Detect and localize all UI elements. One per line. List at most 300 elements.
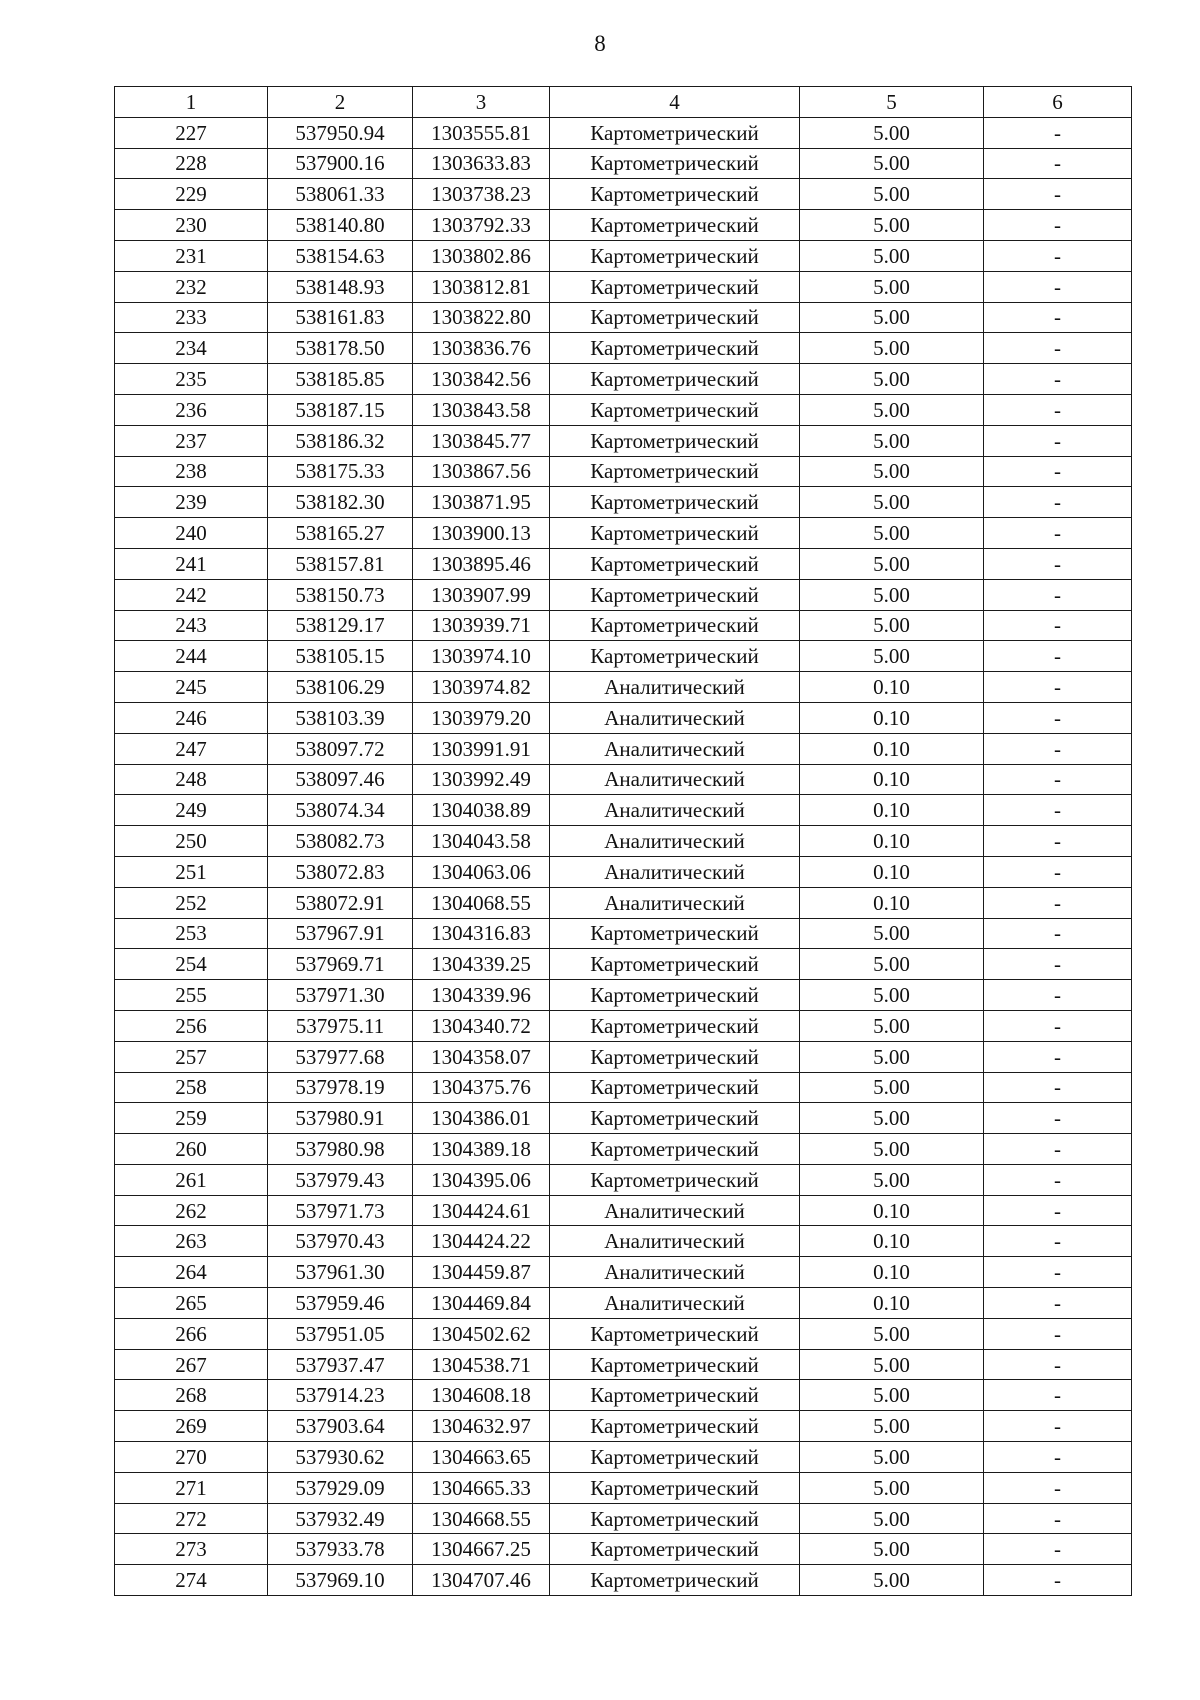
y-coordinate-cell: 1303895.46 bbox=[413, 548, 550, 579]
point-number-cell: 234 bbox=[115, 333, 268, 364]
method-cell: Аналитический bbox=[550, 856, 800, 887]
note-cell: - bbox=[984, 672, 1132, 703]
x-coordinate-cell: 538082.73 bbox=[268, 826, 413, 857]
note-cell: - bbox=[984, 733, 1132, 764]
method-cell: Картометрический bbox=[550, 610, 800, 641]
y-coordinate-cell: 1304424.22 bbox=[413, 1226, 550, 1257]
method-cell: Картометрический bbox=[550, 1072, 800, 1103]
method-cell: Картометрический bbox=[550, 1472, 800, 1503]
x-coordinate-cell: 537929.09 bbox=[268, 1472, 413, 1503]
table-row bbox=[115, 1472, 1132, 1503]
x-coordinate-cell: 538165.27 bbox=[268, 518, 413, 549]
table-row bbox=[115, 826, 1132, 857]
point-number-cell: 254 bbox=[115, 949, 268, 980]
note-cell: - bbox=[984, 1411, 1132, 1442]
accuracy-cell: 0.10 bbox=[800, 1226, 984, 1257]
table-row bbox=[115, 641, 1132, 672]
y-coordinate-cell: 1303871.95 bbox=[413, 487, 550, 518]
point-number-cell: 241 bbox=[115, 548, 268, 579]
column-header: 4 bbox=[550, 87, 800, 118]
y-coordinate-cell: 1303907.99 bbox=[413, 579, 550, 610]
method-cell: Картометрический bbox=[550, 1041, 800, 1072]
x-coordinate-cell: 538150.73 bbox=[268, 579, 413, 610]
note-cell: - bbox=[984, 1349, 1132, 1380]
table-row bbox=[115, 333, 1132, 364]
table-row bbox=[115, 394, 1132, 425]
note-cell: - bbox=[984, 240, 1132, 271]
accuracy-cell: 5.00 bbox=[800, 425, 984, 456]
accuracy-cell: 5.00 bbox=[800, 364, 984, 395]
method-cell: Картометрический bbox=[550, 487, 800, 518]
note-cell: - bbox=[984, 271, 1132, 302]
note-cell: - bbox=[984, 980, 1132, 1011]
method-cell: Аналитический bbox=[550, 795, 800, 826]
column-header: 2 bbox=[268, 87, 413, 118]
y-coordinate-cell: 1304469.84 bbox=[413, 1288, 550, 1319]
note-cell: - bbox=[984, 1164, 1132, 1195]
y-coordinate-cell: 1304063.06 bbox=[413, 856, 550, 887]
x-coordinate-cell: 538106.29 bbox=[268, 672, 413, 703]
accuracy-cell: 5.00 bbox=[800, 1103, 984, 1134]
method-cell: Аналитический bbox=[550, 733, 800, 764]
table-row bbox=[115, 1257, 1132, 1288]
method-cell: Картометрический bbox=[550, 271, 800, 302]
y-coordinate-cell: 1303792.33 bbox=[413, 210, 550, 241]
table-row bbox=[115, 364, 1132, 395]
x-coordinate-cell: 537971.73 bbox=[268, 1195, 413, 1226]
table-header bbox=[115, 87, 1132, 118]
accuracy-cell: 5.00 bbox=[800, 1072, 984, 1103]
note-cell: - bbox=[984, 579, 1132, 610]
accuracy-cell: 5.00 bbox=[800, 1164, 984, 1195]
x-coordinate-cell: 537969.71 bbox=[268, 949, 413, 980]
note-cell: - bbox=[984, 641, 1132, 672]
point-number-cell: 255 bbox=[115, 980, 268, 1011]
accuracy-cell: 0.10 bbox=[800, 826, 984, 857]
accuracy-cell: 5.00 bbox=[800, 1565, 984, 1596]
accuracy-cell: 5.00 bbox=[800, 333, 984, 364]
y-coordinate-cell: 1303738.23 bbox=[413, 179, 550, 210]
x-coordinate-cell: 538154.63 bbox=[268, 240, 413, 271]
point-number-cell: 265 bbox=[115, 1288, 268, 1319]
table-row bbox=[115, 1041, 1132, 1072]
y-coordinate-cell: 1303974.10 bbox=[413, 641, 550, 672]
point-number-cell: 264 bbox=[115, 1257, 268, 1288]
x-coordinate-cell: 537980.91 bbox=[268, 1103, 413, 1134]
method-cell: Картометрический bbox=[550, 148, 800, 179]
table-row bbox=[115, 610, 1132, 641]
table-row bbox=[115, 1349, 1132, 1380]
y-coordinate-cell: 1303836.76 bbox=[413, 333, 550, 364]
x-coordinate-cell: 537914.23 bbox=[268, 1380, 413, 1411]
y-coordinate-cell: 1304068.55 bbox=[413, 887, 550, 918]
note-cell: - bbox=[984, 394, 1132, 425]
x-coordinate-cell: 538186.32 bbox=[268, 425, 413, 456]
point-number-cell: 253 bbox=[115, 918, 268, 949]
accuracy-cell: 0.10 bbox=[800, 733, 984, 764]
accuracy-cell: 5.00 bbox=[800, 918, 984, 949]
point-number-cell: 259 bbox=[115, 1103, 268, 1134]
point-number-cell: 256 bbox=[115, 1010, 268, 1041]
table-row bbox=[115, 1164, 1132, 1195]
accuracy-cell: 5.00 bbox=[800, 1380, 984, 1411]
method-cell: Аналитический bbox=[550, 1257, 800, 1288]
accuracy-cell: 5.00 bbox=[800, 1041, 984, 1072]
note-cell: - bbox=[984, 1072, 1132, 1103]
table-row bbox=[115, 487, 1132, 518]
accuracy-cell: 5.00 bbox=[800, 980, 984, 1011]
page-number: 8 bbox=[594, 31, 606, 56]
point-number-cell: 263 bbox=[115, 1226, 268, 1257]
method-cell: Картометрический bbox=[550, 1380, 800, 1411]
x-coordinate-cell: 537937.47 bbox=[268, 1349, 413, 1380]
table-row bbox=[115, 271, 1132, 302]
x-coordinate-cell: 537903.64 bbox=[268, 1411, 413, 1442]
method-cell: Картометрический bbox=[550, 1503, 800, 1534]
table-row bbox=[115, 148, 1132, 179]
x-coordinate-cell: 537980.98 bbox=[268, 1134, 413, 1165]
method-cell: Картометрический bbox=[550, 394, 800, 425]
method-cell: Картометрический bbox=[550, 641, 800, 672]
method-cell: Картометрический bbox=[550, 425, 800, 456]
accuracy-cell: 5.00 bbox=[800, 949, 984, 980]
accuracy-cell: 5.00 bbox=[800, 456, 984, 487]
point-number-cell: 262 bbox=[115, 1195, 268, 1226]
note-cell: - bbox=[984, 764, 1132, 795]
point-number-cell: 231 bbox=[115, 240, 268, 271]
point-number-cell: 252 bbox=[115, 887, 268, 918]
table-row bbox=[115, 856, 1132, 887]
method-cell: Картометрический bbox=[550, 117, 800, 148]
x-coordinate-cell: 538182.30 bbox=[268, 487, 413, 518]
method-cell: Картометрический bbox=[550, 1318, 800, 1349]
accuracy-cell: 0.10 bbox=[800, 672, 984, 703]
table-row bbox=[115, 1134, 1132, 1165]
y-coordinate-cell: 1304667.25 bbox=[413, 1534, 550, 1565]
accuracy-cell: 0.10 bbox=[800, 1195, 984, 1226]
y-coordinate-cell: 1304038.89 bbox=[413, 795, 550, 826]
accuracy-cell: 5.00 bbox=[800, 1411, 984, 1442]
accuracy-cell: 5.00 bbox=[800, 1318, 984, 1349]
x-coordinate-cell: 537979.43 bbox=[268, 1164, 413, 1195]
note-cell: - bbox=[984, 148, 1132, 179]
x-coordinate-cell: 538103.39 bbox=[268, 702, 413, 733]
table-row bbox=[115, 702, 1132, 733]
x-coordinate-cell: 538072.83 bbox=[268, 856, 413, 887]
accuracy-cell: 5.00 bbox=[800, 148, 984, 179]
table-row bbox=[115, 672, 1132, 703]
x-coordinate-cell: 537959.46 bbox=[268, 1288, 413, 1319]
method-cell: Картометрический bbox=[550, 1349, 800, 1380]
method-cell: Картометрический bbox=[550, 518, 800, 549]
y-coordinate-cell: 1304538.71 bbox=[413, 1349, 550, 1380]
point-number-cell: 230 bbox=[115, 210, 268, 241]
table-row bbox=[115, 302, 1132, 333]
method-cell: Аналитический bbox=[550, 1226, 800, 1257]
column-header: 1 bbox=[115, 87, 268, 118]
table-row bbox=[115, 1103, 1132, 1134]
y-coordinate-cell: 1304340.72 bbox=[413, 1010, 550, 1041]
x-coordinate-cell: 537932.49 bbox=[268, 1503, 413, 1534]
note-cell: - bbox=[984, 179, 1132, 210]
y-coordinate-cell: 1304663.65 bbox=[413, 1442, 550, 1473]
note-cell: - bbox=[984, 887, 1132, 918]
table-row bbox=[115, 764, 1132, 795]
y-coordinate-cell: 1304459.87 bbox=[413, 1257, 550, 1288]
table-row bbox=[115, 179, 1132, 210]
table-row bbox=[115, 117, 1132, 148]
accuracy-cell: 5.00 bbox=[800, 1534, 984, 1565]
accuracy-cell: 5.00 bbox=[800, 579, 984, 610]
method-cell: Аналитический bbox=[550, 826, 800, 857]
y-coordinate-cell: 1304502.62 bbox=[413, 1318, 550, 1349]
point-number-cell: 267 bbox=[115, 1349, 268, 1380]
x-coordinate-cell: 537967.91 bbox=[268, 918, 413, 949]
note-cell: - bbox=[984, 1226, 1132, 1257]
table-row bbox=[115, 1442, 1132, 1473]
x-coordinate-cell: 538178.50 bbox=[268, 333, 413, 364]
y-coordinate-cell: 1304316.83 bbox=[413, 918, 550, 949]
table-body bbox=[115, 117, 1132, 1595]
table-row bbox=[115, 1288, 1132, 1319]
note-cell: - bbox=[984, 1103, 1132, 1134]
y-coordinate-cell: 1303974.82 bbox=[413, 672, 550, 703]
x-coordinate-cell: 538175.33 bbox=[268, 456, 413, 487]
accuracy-cell: 5.00 bbox=[800, 1503, 984, 1534]
note-cell: - bbox=[984, 456, 1132, 487]
point-number-cell: 273 bbox=[115, 1534, 268, 1565]
y-coordinate-cell: 1304339.96 bbox=[413, 980, 550, 1011]
accuracy-cell: 5.00 bbox=[800, 610, 984, 641]
x-coordinate-cell: 537933.78 bbox=[268, 1534, 413, 1565]
header-row bbox=[115, 87, 1132, 118]
accuracy-cell: 5.00 bbox=[800, 487, 984, 518]
table-row bbox=[115, 240, 1132, 271]
note-cell: - bbox=[984, 1380, 1132, 1411]
table-row bbox=[115, 1072, 1132, 1103]
method-cell: Картометрический bbox=[550, 364, 800, 395]
x-coordinate-cell: 538072.91 bbox=[268, 887, 413, 918]
note-cell: - bbox=[984, 1041, 1132, 1072]
table-row bbox=[115, 1411, 1132, 1442]
x-coordinate-cell: 538097.72 bbox=[268, 733, 413, 764]
method-cell: Аналитический bbox=[550, 1195, 800, 1226]
point-number-cell: 260 bbox=[115, 1134, 268, 1165]
point-number-cell: 245 bbox=[115, 672, 268, 703]
y-coordinate-cell: 1303867.56 bbox=[413, 456, 550, 487]
coordinates-table bbox=[114, 86, 1132, 1596]
note-cell: - bbox=[984, 548, 1132, 579]
accuracy-cell: 5.00 bbox=[800, 210, 984, 241]
method-cell: Картометрический bbox=[550, 333, 800, 364]
table-row bbox=[115, 1503, 1132, 1534]
table-row bbox=[115, 949, 1132, 980]
note-cell: - bbox=[984, 702, 1132, 733]
point-number-cell: 243 bbox=[115, 610, 268, 641]
note-cell: - bbox=[984, 1565, 1132, 1596]
column-header: 5 bbox=[800, 87, 984, 118]
y-coordinate-cell: 1303900.13 bbox=[413, 518, 550, 549]
y-coordinate-cell: 1304395.06 bbox=[413, 1164, 550, 1195]
method-cell: Аналитический bbox=[550, 702, 800, 733]
method-cell: Картометрический bbox=[550, 179, 800, 210]
note-cell: - bbox=[984, 1288, 1132, 1319]
note-cell: - bbox=[984, 1010, 1132, 1041]
table-row bbox=[115, 518, 1132, 549]
x-coordinate-cell: 538187.15 bbox=[268, 394, 413, 425]
table-row bbox=[115, 887, 1132, 918]
x-coordinate-cell: 538140.80 bbox=[268, 210, 413, 241]
point-number-cell: 246 bbox=[115, 702, 268, 733]
point-number-cell: 258 bbox=[115, 1072, 268, 1103]
method-cell: Картометрический bbox=[550, 456, 800, 487]
accuracy-cell: 5.00 bbox=[800, 641, 984, 672]
y-coordinate-cell: 1303939.71 bbox=[413, 610, 550, 641]
table-row bbox=[115, 1534, 1132, 1565]
y-coordinate-cell: 1304424.61 bbox=[413, 1195, 550, 1226]
note-cell: - bbox=[984, 333, 1132, 364]
method-cell: Картометрический bbox=[550, 949, 800, 980]
point-number-cell: 250 bbox=[115, 826, 268, 857]
method-cell: Картометрический bbox=[550, 1534, 800, 1565]
column-header: 6 bbox=[984, 87, 1132, 118]
x-coordinate-cell: 537977.68 bbox=[268, 1041, 413, 1072]
y-coordinate-cell: 1304608.18 bbox=[413, 1380, 550, 1411]
point-number-cell: 274 bbox=[115, 1565, 268, 1596]
point-number-cell: 235 bbox=[115, 364, 268, 395]
accuracy-cell: 0.10 bbox=[800, 795, 984, 826]
table-row bbox=[115, 918, 1132, 949]
note-cell: - bbox=[984, 1503, 1132, 1534]
method-cell: Картометрический bbox=[550, 1134, 800, 1165]
note-cell: - bbox=[984, 302, 1132, 333]
accuracy-cell: 5.00 bbox=[800, 548, 984, 579]
point-number-cell: 229 bbox=[115, 179, 268, 210]
y-coordinate-cell: 1304386.01 bbox=[413, 1103, 550, 1134]
method-cell: Картометрический bbox=[550, 1565, 800, 1596]
accuracy-cell: 5.00 bbox=[800, 1134, 984, 1165]
note-cell: - bbox=[984, 1195, 1132, 1226]
point-number-cell: 240 bbox=[115, 518, 268, 549]
accuracy-cell: 0.10 bbox=[800, 702, 984, 733]
method-cell: Картометрический bbox=[550, 1164, 800, 1195]
x-coordinate-cell: 538148.93 bbox=[268, 271, 413, 302]
accuracy-cell: 5.00 bbox=[800, 518, 984, 549]
accuracy-cell: 5.00 bbox=[800, 302, 984, 333]
x-coordinate-cell: 537961.30 bbox=[268, 1257, 413, 1288]
x-coordinate-cell: 537900.16 bbox=[268, 148, 413, 179]
note-cell: - bbox=[984, 949, 1132, 980]
table-row bbox=[115, 1010, 1132, 1041]
point-number-cell: 228 bbox=[115, 148, 268, 179]
x-coordinate-cell: 538061.33 bbox=[268, 179, 413, 210]
y-coordinate-cell: 1303633.83 bbox=[413, 148, 550, 179]
note-cell: - bbox=[984, 117, 1132, 148]
point-number-cell: 237 bbox=[115, 425, 268, 456]
method-cell: Картометрический bbox=[550, 210, 800, 241]
point-number-cell: 244 bbox=[115, 641, 268, 672]
note-cell: - bbox=[984, 1134, 1132, 1165]
point-number-cell: 238 bbox=[115, 456, 268, 487]
table-row bbox=[115, 1195, 1132, 1226]
note-cell: - bbox=[984, 1318, 1132, 1349]
y-coordinate-cell: 1303842.56 bbox=[413, 364, 550, 395]
table-row bbox=[115, 1226, 1132, 1257]
point-number-cell: 269 bbox=[115, 1411, 268, 1442]
y-coordinate-cell: 1304375.76 bbox=[413, 1072, 550, 1103]
method-cell: Картометрический bbox=[550, 1442, 800, 1473]
point-number-cell: 268 bbox=[115, 1380, 268, 1411]
accuracy-cell: 0.10 bbox=[800, 887, 984, 918]
point-number-cell: 270 bbox=[115, 1442, 268, 1473]
accuracy-cell: 0.10 bbox=[800, 856, 984, 887]
column-header: 3 bbox=[413, 87, 550, 118]
accuracy-cell: 0.10 bbox=[800, 764, 984, 795]
y-coordinate-cell: 1303843.58 bbox=[413, 394, 550, 425]
x-coordinate-cell: 537971.30 bbox=[268, 980, 413, 1011]
x-coordinate-cell: 537975.11 bbox=[268, 1010, 413, 1041]
method-cell: Аналитический bbox=[550, 764, 800, 795]
method-cell: Аналитический bbox=[550, 887, 800, 918]
method-cell: Картометрический bbox=[550, 980, 800, 1011]
y-coordinate-cell: 1304043.58 bbox=[413, 826, 550, 857]
accuracy-cell: 5.00 bbox=[800, 179, 984, 210]
note-cell: - bbox=[984, 1534, 1132, 1565]
point-number-cell: 271 bbox=[115, 1472, 268, 1503]
x-coordinate-cell: 537951.05 bbox=[268, 1318, 413, 1349]
note-cell: - bbox=[984, 210, 1132, 241]
note-cell: - bbox=[984, 518, 1132, 549]
note-cell: - bbox=[984, 795, 1132, 826]
y-coordinate-cell: 1303992.49 bbox=[413, 764, 550, 795]
x-coordinate-cell: 538185.85 bbox=[268, 364, 413, 395]
note-cell: - bbox=[984, 918, 1132, 949]
y-coordinate-cell: 1303845.77 bbox=[413, 425, 550, 456]
y-coordinate-cell: 1303812.81 bbox=[413, 271, 550, 302]
point-number-cell: 261 bbox=[115, 1164, 268, 1195]
point-number-cell: 251 bbox=[115, 856, 268, 887]
method-cell: Картометрический bbox=[550, 1010, 800, 1041]
accuracy-cell: 5.00 bbox=[800, 117, 984, 148]
point-number-cell: 249 bbox=[115, 795, 268, 826]
x-coordinate-cell: 537970.43 bbox=[268, 1226, 413, 1257]
point-number-cell: 257 bbox=[115, 1041, 268, 1072]
note-cell: - bbox=[984, 826, 1132, 857]
point-number-cell: 233 bbox=[115, 302, 268, 333]
point-number-cell: 242 bbox=[115, 579, 268, 610]
note-cell: - bbox=[984, 610, 1132, 641]
table-row bbox=[115, 579, 1132, 610]
accuracy-cell: 0.10 bbox=[800, 1288, 984, 1319]
method-cell: Картометрический bbox=[550, 1103, 800, 1134]
x-coordinate-cell: 538161.83 bbox=[268, 302, 413, 333]
table-row bbox=[115, 1565, 1132, 1596]
accuracy-cell: 5.00 bbox=[800, 394, 984, 425]
table-row bbox=[115, 733, 1132, 764]
accuracy-cell: 5.00 bbox=[800, 240, 984, 271]
table-row bbox=[115, 795, 1132, 826]
y-coordinate-cell: 1303822.80 bbox=[413, 302, 550, 333]
point-number-cell: 227 bbox=[115, 117, 268, 148]
y-coordinate-cell: 1304389.18 bbox=[413, 1134, 550, 1165]
y-coordinate-cell: 1303979.20 bbox=[413, 702, 550, 733]
y-coordinate-cell: 1304358.07 bbox=[413, 1041, 550, 1072]
method-cell: Картометрический bbox=[550, 579, 800, 610]
method-cell: Картометрический bbox=[550, 302, 800, 333]
table-row bbox=[115, 1380, 1132, 1411]
method-cell: Картометрический bbox=[550, 548, 800, 579]
method-cell: Картометрический bbox=[550, 240, 800, 271]
